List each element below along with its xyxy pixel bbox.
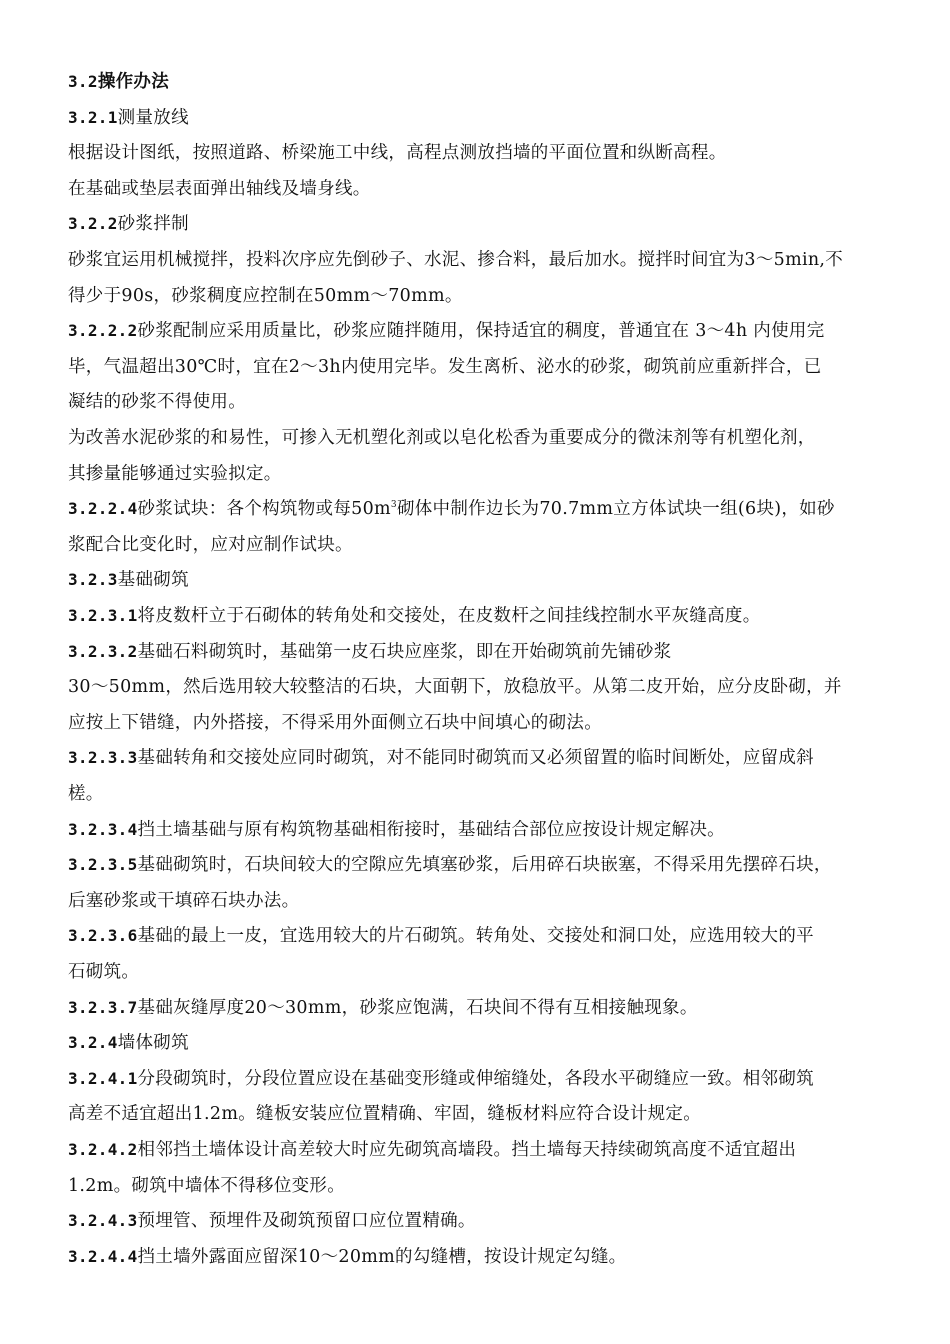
- text-line: [68, 993, 890, 1023]
- line-text: 毕，气温超出30℃时，宜在2～3h内使用完毕。发生离析、泌水的砂浆，砌筑前应重新拌合，已: [68, 356, 822, 377]
- text-line: [68, 138, 890, 168]
- section-number: 3.2.3.6: [68, 926, 138, 946]
- text-line: [68, 281, 890, 311]
- text-line: [68, 779, 890, 809]
- section-number: 3.2.3.1: [68, 606, 138, 625]
- line-text: 基础砌筑时，石块间较大的空隙应先填塞砂浆，后用碎石块嵌塞，不得采用先摆碎石块，: [137, 855, 832, 876]
- text-line: [68, 245, 890, 275]
- text-line: [68, 886, 890, 916]
- line-text: 基础的最上一皮，宜选用较大的片石砌筑。转角处、交接处和洞口处，应选用较大的平: [137, 926, 814, 947]
- line-text: 相邻挡土墙体设计高差较大时应先砌筑高墙段。挡土墙每天持续砌筑高度不适宜超出: [137, 1140, 797, 1160]
- text-line: [68, 530, 890, 560]
- section-number: 3.2.1: [68, 107, 118, 127]
- line-text: 墙体砌筑: [117, 1033, 189, 1054]
- line-text: 应按上下错缝，内外搭接，不得采用外面侧立石块中间填心的砌法。: [68, 712, 602, 733]
- line-text: 1.2m。砌筑中墙体不得移位变形。: [68, 1175, 346, 1196]
- section-number: 3.2.4.4: [68, 1246, 138, 1266]
- text-line: [68, 850, 890, 880]
- line-text: 其掺量能够通过实验拟定。: [68, 463, 282, 484]
- line-text: 为改善水泥砂浆的和易性，可掺入无机塑化剂或以皂化松香为重要成分的微沫剂等有机塑化剂，: [68, 428, 816, 448]
- text-line: [68, 743, 890, 773]
- line-text: 砂浆配制应采用质量比，砂浆应随拌随用，保持适宜的稠度，普通宜在 3～4h 内使用完: [137, 321, 825, 342]
- line-text: 基础转角和交接处应同时砌筑，对不能同时砌筑而又必须留置的临时间断处，应留成斜: [137, 748, 814, 769]
- section-number: 3.2: [68, 72, 98, 91]
- section-number: 3.2.4: [68, 1033, 118, 1053]
- text-line: [68, 921, 890, 951]
- section-number: 3.2.3.5: [68, 855, 138, 875]
- text-line: [68, 423, 890, 453]
- text-line: [68, 494, 890, 524]
- line-text: 基础灰缝厚度20～30mm，砂浆应饱满，石块间不得有互相接触现象。: [137, 997, 698, 1018]
- section-number: 3.2.3.7: [68, 997, 138, 1017]
- text-line: [68, 174, 890, 204]
- text-line: [68, 708, 890, 738]
- text-line: [68, 103, 890, 133]
- line-text: 挡土墙基础与原有构筑物基础相衔接时，基础结合部位应按设计规定解决。: [137, 819, 725, 840]
- text-line: [68, 1171, 890, 1201]
- line-text: 测量放线: [117, 107, 189, 128]
- text-line: [68, 459, 890, 489]
- line-text: 操作办法: [97, 72, 170, 92]
- line-text: 挡土墙外露面应留深10～20mm的勾缝槽，按设计规定勾缝。: [137, 1246, 627, 1267]
- text-line: [68, 601, 890, 631]
- text-line: [68, 1028, 890, 1058]
- line-text: 得少于90s，砂浆稠度应控制在50mm～70mm。: [68, 285, 463, 306]
- line-text: 在基础或垫层表面弹出轴线及墙身线。: [68, 178, 371, 199]
- line-text: 后塞砂浆或干填碎石块办法。: [68, 890, 300, 911]
- line-text: 30～50mm，然后选用较大较整洁的石块，大面朝下，放稳放平。从第二皮开始，应分皮卧砌，并: [68, 677, 842, 698]
- section-number: 3.2.4.1: [68, 1068, 138, 1088]
- section-number: 3.2.3.4: [68, 819, 138, 839]
- text-line: [68, 672, 890, 702]
- text-line: [68, 209, 890, 239]
- section-number: 3.2.2: [68, 214, 118, 234]
- text-line: [68, 957, 890, 987]
- section-heading: [68, 67, 890, 97]
- section-number: 3.2.4.3: [68, 1211, 138, 1231]
- text-line: [68, 1064, 890, 1094]
- line-text: 将皮数杆立于石砌体的转角处和交接处，在皮数杆之间挂线控制水平灰缝高度。: [137, 606, 761, 626]
- text-line: [68, 1242, 890, 1272]
- text-line: [68, 387, 890, 417]
- line-text: 砂浆试块：各个构筑物或每50m: [137, 499, 391, 520]
- text-line: [68, 352, 890, 382]
- line-text: 根据设计图纸，按照道路、桥梁施工中线，高程点测放挡墙的平面位置和纵断高程。: [68, 143, 727, 164]
- text-line: [68, 815, 890, 845]
- line-text: 预埋管、预埋件及砌筑预留口应位置精确。: [137, 1211, 476, 1232]
- section-number: 3.2.3.3: [68, 748, 138, 768]
- superscript: 3: [390, 500, 397, 511]
- line-text-continued: 砌体中制作边长为70.7mm立方体试块一组(6块)，如砂: [396, 499, 835, 520]
- line-text: 砂浆拌制: [117, 214, 189, 235]
- line-text: 浆配合比变化时，应对应制作试块。: [68, 534, 353, 555]
- text-line: [68, 565, 890, 595]
- line-text: 石砌筑。: [68, 962, 140, 982]
- text-line: [68, 637, 890, 667]
- line-text: 基础石料砌筑时，基础第一皮石块应座浆，即在开始砌筑前先铺砂浆: [137, 641, 672, 662]
- text-line: [68, 1135, 890, 1165]
- line-text: 高差不适宜超出1.2m。缝板安装应位置精确、牢固，缝板材料应符合设计规定。: [68, 1104, 702, 1125]
- section-number: 3.2.2.4: [68, 499, 138, 519]
- section-number: 3.2.4.2: [68, 1140, 138, 1159]
- section-number: 3.2.2.2: [68, 321, 138, 341]
- line-text: 凝结的砂浆不得使用。: [68, 392, 246, 413]
- line-text: 分段砌筑时，分段位置应设在基础变形缝或伸缩缝处，各段水平砌缝应一致。相邻砌筑: [137, 1068, 814, 1089]
- text-line: [68, 1099, 890, 1129]
- section-number: 3.2.3: [68, 570, 118, 590]
- text-line: [68, 1206, 890, 1236]
- section-number: 3.2.3.2: [68, 641, 138, 661]
- line-text: 砂浆宜运用机械搅拌，投料次序应先倒砂子、水泥、掺合料，最后加水。搅拌时间宜为3～5min,不: [68, 250, 844, 270]
- line-text: 槎。: [68, 784, 104, 804]
- text-line: [68, 316, 890, 346]
- line-text: 基础砌筑: [117, 570, 189, 591]
